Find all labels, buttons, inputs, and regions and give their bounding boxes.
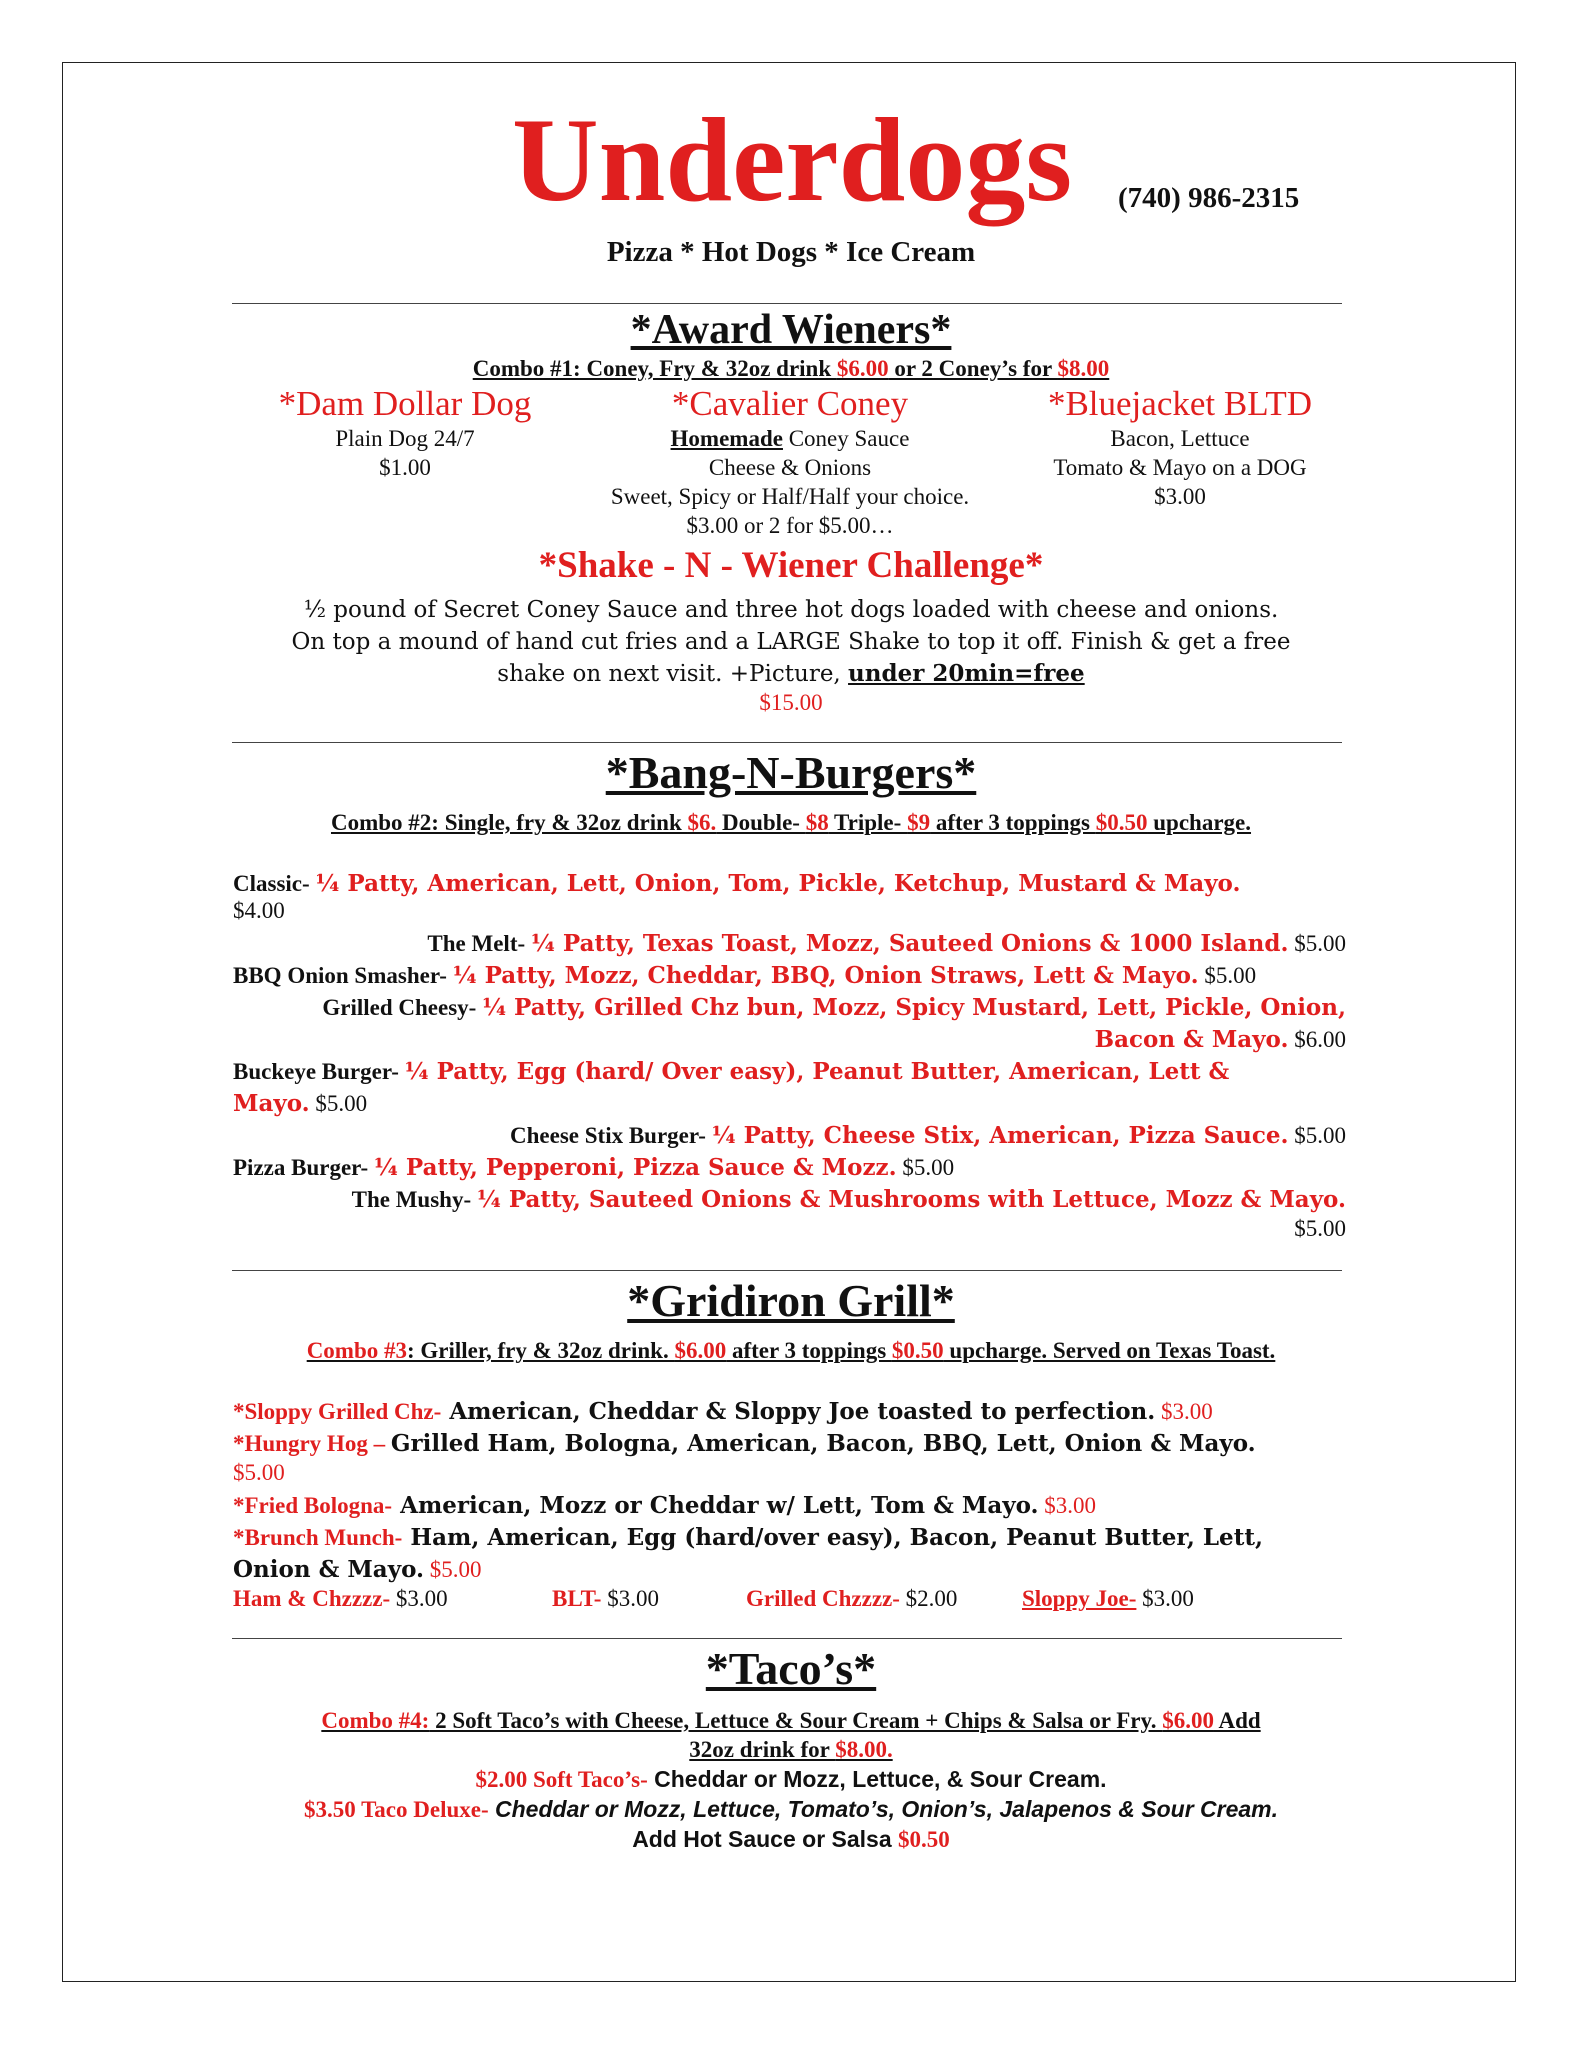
burger-pizza: Pizza Burger- ¼ Patty, Pepperoni, Pizza Sauce & Mozz. $5.00	[233, 1154, 955, 1181]
dog-price: $3.00 or 2 for $5.00…	[686, 513, 894, 538]
combo-4: Combo #4: 2 Soft Taco’s with Cheese, Lettuce & Sour Cream + Chips & Salsa or Fry. $6.00 Add 32oz drink for $8.00.	[321, 1708, 1261, 1762]
combo-3: Combo #3: Griller, fry & 32oz drink. $6.00 after 3 toppings $0.50 upcharge. Served on Texas Toast.	[306, 1338, 1276, 1363]
dog-desc: Cheese & Onions	[708, 455, 872, 480]
dog-desc: Sweet, Spicy or Half/Half your choice.	[610, 484, 970, 509]
section-title-burgers: *Bang-N-Burgers*	[605, 747, 977, 798]
grill-sloppy-grilled-chz: *Sloppy Grilled Chz- American, Cheddar & Sloppy Joe toasted to perfection. $3.00	[233, 1398, 1213, 1425]
dog-desc: Bacon, Lettuce	[1110, 426, 1250, 451]
dog-price: $1.00	[379, 455, 431, 480]
divider	[232, 742, 1342, 743]
burger-the-mushy: The Mushy- ¼ Patty, Sauteed Onions & Mushrooms with Lettuce, Mozz & Mayo.	[351, 1186, 1346, 1213]
dog-name: *Bluejacket BLTD	[1047, 384, 1313, 423]
burger-grilled-cheesy: Grilled Cheesy- ¼ Patty, Grilled Chz bun, Mozz, Spicy Mustard, Lett, Pickle, Onion,	[322, 994, 1346, 1021]
divider	[232, 303, 1342, 304]
grill-fried-bologna: *Fried Bologna- American, Mozz or Cheddar w/ Lett, Tom & Mayo. $3.00	[233, 1492, 1097, 1519]
divider	[232, 1638, 1342, 1639]
section-title-gridiron: *Gridiron Grill*	[627, 1275, 955, 1326]
burger-buckeye: Buckeye Burger- ¼ Patty, Egg (hard/ Over easy), Peanut Butter, American, Lett &	[233, 1058, 1230, 1085]
section-title-award-wieners: *Award Wieners*	[630, 307, 952, 353]
burger-grilled-cheesy-cont: Bacon & Mayo. $6.00	[1094, 1026, 1346, 1053]
challenge-description: ½ pound of Secret Coney Sauce and three hot dogs loaded with cheese and onions. On top a mound of hand cut fries and a LARGE Shake to top it off. Finish & get a free shake on next visit. +Picture, under 20min=free	[291, 597, 1291, 687]
dog-desc: Tomato & Mayo on a DOG	[1053, 455, 1307, 480]
burger-bbq-onion-smasher: BBQ Onion Smasher- ¼ Patty, Mozz, Cheddar, BBQ, Onion Straws, Lett & Mayo. $5.00	[233, 962, 1257, 989]
challenge-title: *Shake - N - Wiener Challenge*	[538, 545, 1044, 586]
grill-brunch-munch-cont: Onion & Mayo. $5.00	[233, 1556, 482, 1583]
dog-bluejacket-bltd	[1000, 384, 1360, 511]
taco-deluxe: $3.50 Taco Deluxe- Cheddar or Mozz, Lettuce, Tomato’s, Onion’s, Jalapenos & Sour Cream.	[303, 1796, 1279, 1822]
grill-hungry-hog-price: $5.00	[233, 1460, 285, 1485]
dog-desc: Plain Dog 24/7	[335, 426, 475, 451]
burger-cheese-stix: Cheese Stix Burger- ¼ Patty, Cheese Stix, American, Pizza Sauce. $5.00	[510, 1122, 1346, 1149]
grill-extra-grilled-chz: Grilled Chzzzz- $2.00	[746, 1586, 958, 1611]
burger-the-mushy-price: $5.00	[1294, 1216, 1346, 1241]
taco-addon: Add Hot Sauce or Salsa $0.50	[632, 1826, 950, 1852]
dog-cavalier-coney	[560, 384, 1020, 540]
grill-extra-blt: BLT- $3.00	[552, 1586, 659, 1611]
burger-classic: Classic- ¼ Patty, American, Lett, Onion, Tom, Pickle, Ketchup, Mustard & Mayo.	[233, 870, 1241, 897]
dog-dam-dollar	[230, 384, 580, 482]
dog-price: $3.00	[1154, 484, 1206, 509]
burger-the-melt: The Melt- ¼ Patty, Texas Toast, Mozz, Sauteed Onions & 1000 Island. $5.00	[427, 930, 1346, 957]
dog-name: *Cavalier Coney	[671, 384, 909, 423]
section-title-tacos: *Taco’s*	[705, 1643, 877, 1694]
restaurant-title: Underdogs	[512, 93, 1073, 226]
grill-brunch-munch: *Brunch Munch- Ham, American, Egg (hard/over easy), Bacon, Peanut Butter, Lett,	[233, 1524, 1263, 1551]
combo-2: Combo #2: Single, fry & 32oz drink $6. Double- $8 Triple- $9 after 3 toppings $0.50 upcharge.	[330, 810, 1252, 835]
dog-desc: Homemade Coney Sauce	[670, 426, 910, 451]
combo-1: Combo #1: Coney, Fry & 32oz drink $6.00 or 2 Coney’s for $8.00	[472, 356, 1110, 381]
grill-hungry-hog: *Hungry Hog – Grilled Ham, Bologna, American, Bacon, BBQ, Lett, Onion & Mayo.	[233, 1430, 1256, 1457]
grill-extra-ham-chz: Ham & Chzzzz- $3.00	[233, 1586, 448, 1611]
burger-buckeye-cont: Mayo. $5.00	[233, 1090, 368, 1117]
taco-soft: $2.00 Soft Taco’s- Cheddar or Mozz, Lettuce, & Sour Cream.	[475, 1766, 1107, 1792]
divider	[232, 1270, 1342, 1271]
burger-classic-price: $4.00	[233, 898, 285, 923]
tagline: Pizza * Hot Dogs * Ice Cream	[606, 236, 976, 268]
grill-extra-sloppy-joe: Sloppy Joe- $3.00	[1022, 1586, 1194, 1611]
phone-number: (740) 986-2315	[1118, 182, 1300, 214]
dog-name: *Dam Dollar Dog	[278, 384, 532, 423]
challenge-price: $15.00	[759, 690, 823, 715]
